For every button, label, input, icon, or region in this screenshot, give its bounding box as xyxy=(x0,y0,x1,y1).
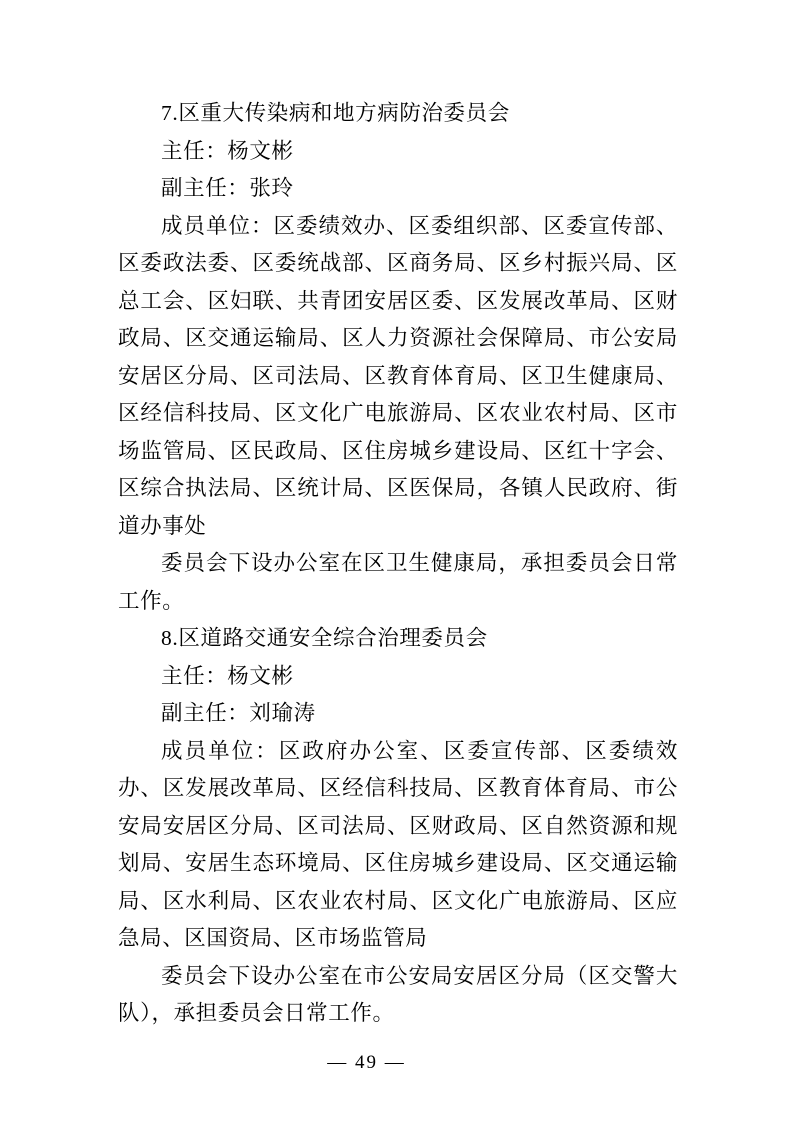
paragraph-deputy-director-7: 副主任：张玲 xyxy=(161,176,294,200)
paragraph-heading-7: 7.区重大传染病和地方病防治委员会 xyxy=(161,101,510,125)
paragraph-member-units-8: 成员单位：区政府办公室、区委宣传部、区委绩效办、区发展改革局、区经信科技局、区教育体育局、市公安局安居区分局、区司法局、区财政局、区自然资源和规划局、安居生态环境局、区住房城乡建设局、区交通运输局、区水利局、区农业农村局、区文化广电旅游局、区应急局、区国资局、区市场监管局 xyxy=(118,738,678,950)
paragraph-deputy-director-8: 副主任：刘瑜涛 xyxy=(161,701,316,725)
paragraph-office-note-8: 委员会下设办公室在市公安局安居区分局（区交警大队），承担委员会日常工作。 xyxy=(118,963,678,1025)
paragraph-member-units-7: 成员单位：区委绩效办、区委组织部、区委宣传部、区委政法委、区委统战部、区商务局、区乡村振兴局、区总工会、区妇联、共青团安居区委、区发展改革局、区财政局、区交通运输局、区人力资源社会保障局、市公安局安居区分局、区司法局、区教育体育局、区卫生健康局、区经信科技局、区文化广电旅游局、区农业农村局、区市场监管局、区民政局、区住房城乡建设局、区红十字会、区综合执法局、区统计局、区医保局，各镇人民政府、街道办事处 xyxy=(118,213,678,538)
paragraph-director-8: 主任：杨文彬 xyxy=(161,663,294,688)
paragraph-office-note-7: 委员会下设办公室在区卫生健康局，承担委员会日常工作。 xyxy=(118,551,678,613)
paragraph-director-7: 主任：杨文彬 xyxy=(161,138,294,163)
document-body xyxy=(118,95,678,1033)
page-number xyxy=(0,1052,793,1074)
page-number-text: — 49 — xyxy=(327,1052,406,1073)
paragraph-heading-8: 8.区道路交通安全综合治理委员会 xyxy=(161,626,488,650)
